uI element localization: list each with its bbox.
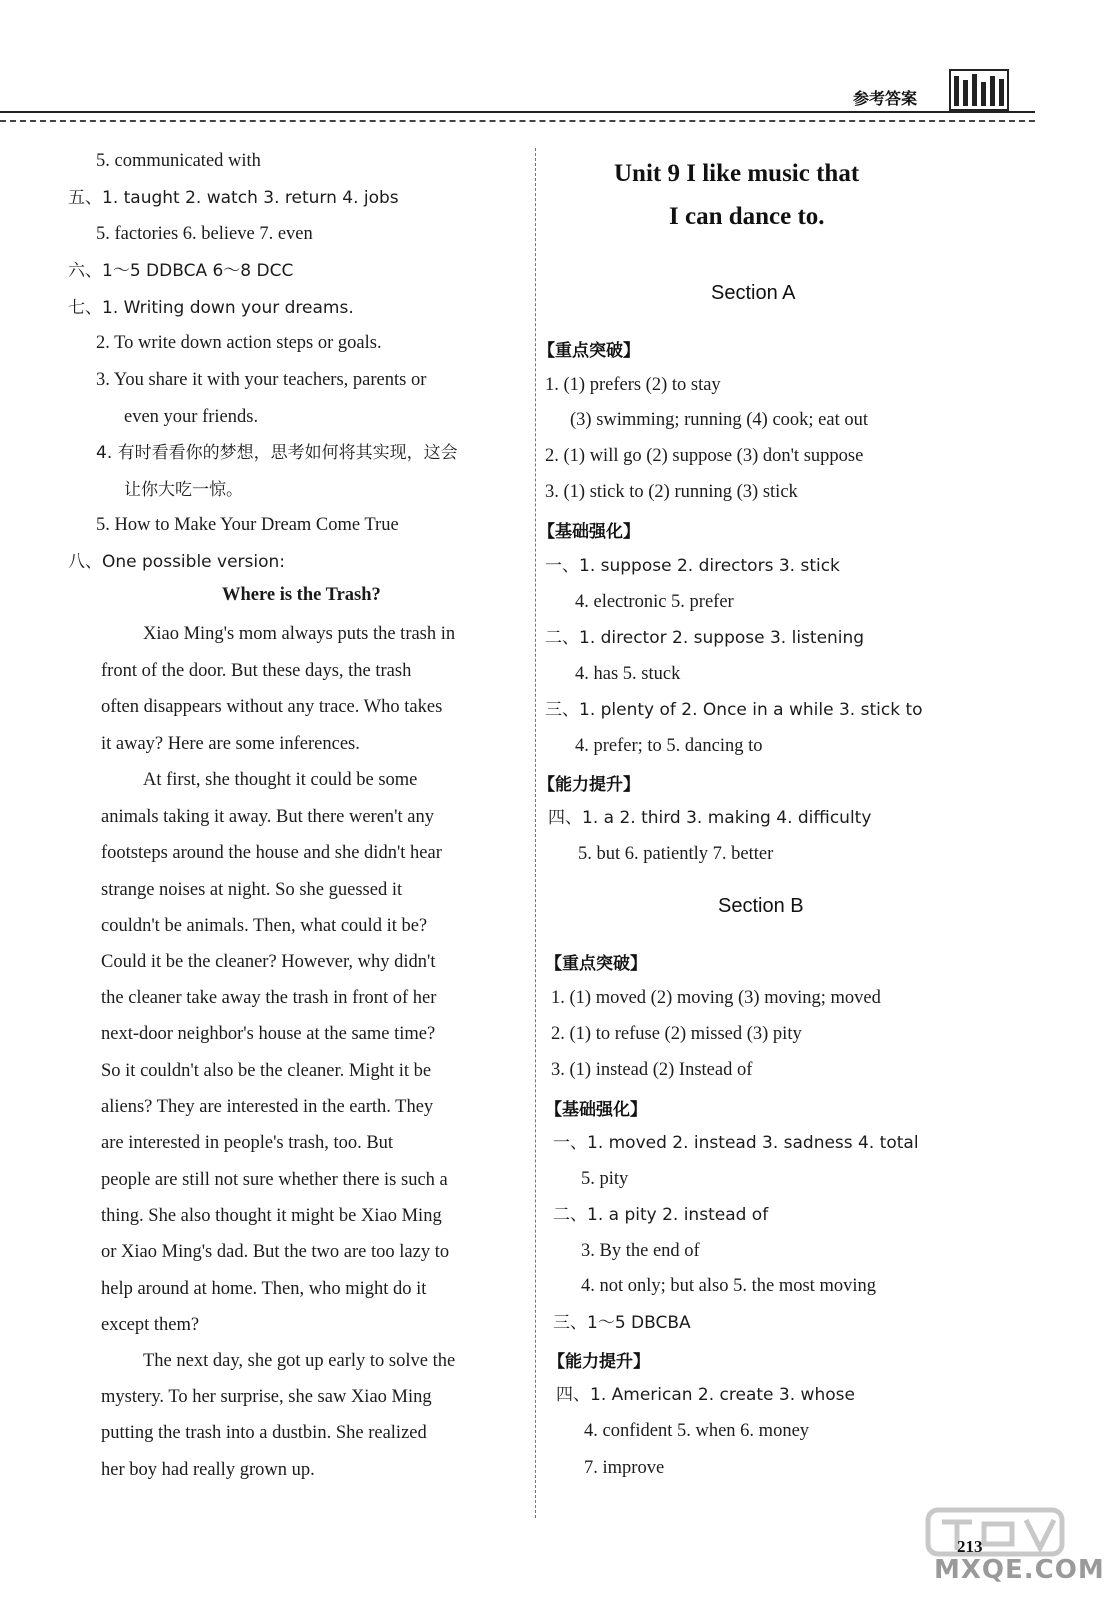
answer-line: 7. improve [584, 1458, 665, 1478]
heading-key-points: 【重点突破】 [545, 954, 647, 974]
left-line: 六、1～5 DDBCA 6～8 DCC [68, 261, 294, 281]
essay-line: aliens? They are interested in the earth. They [101, 1097, 434, 1117]
left-line: 让你大吃一惊。 [124, 480, 243, 500]
left-line: 5. communicated with [96, 151, 261, 171]
essay-line: the cleaner take away the trash in front of her [101, 988, 437, 1008]
section-a-title: Section A [711, 282, 796, 304]
answer-line: 2. (1) will go (2) suppose (3) don't suppose [545, 446, 864, 466]
answer-line: 一、1. moved 2. instead 3. sadness 4. total [553, 1133, 919, 1153]
left-line: 5. factories 6. believe 7. even [96, 224, 313, 244]
answer-line: 2. (1) to refuse (2) missed (3) pity [551, 1024, 802, 1044]
answer-line: 1. (1) prefers (2) to stay [545, 375, 721, 395]
left-line: 3. You share it with your teachers, parents or [96, 370, 427, 390]
left-line: 5. How to Make Your Dream Come True [96, 515, 399, 535]
left-line: 五、1. taught 2. watch 3. return 4. jobs [68, 188, 399, 208]
answer-line: 5. pity [581, 1169, 629, 1189]
essay-line: putting the trash into a dustbin. She realized [101, 1423, 427, 1443]
watermark-text: MXQE.COM [934, 1555, 1105, 1585]
essay-line: her boy had really grown up. [101, 1460, 315, 1480]
section-b-title: Section B [718, 895, 804, 917]
unit-title-line2: I can dance to. [669, 203, 825, 230]
essay-line: Could it be the cleaner? However, why didn't [101, 952, 436, 972]
heading-basic: 【基础强化】 [545, 1100, 647, 1120]
essay-line: So it couldn't also be the cleaner. Might it be [101, 1061, 432, 1081]
answer-line: 4. has 5. stuck [575, 664, 681, 684]
essay-line: animals taking it away. But there weren't any [101, 807, 434, 827]
answer-line: 3. By the end of [581, 1241, 700, 1261]
page-number: 213 [957, 1537, 983, 1556]
essay-line: The next day, she got up early to solve the [143, 1351, 456, 1371]
header-label: 参考答案 [853, 89, 918, 108]
answer-line: 三、1～5 DBCBA [553, 1313, 691, 1333]
answer-line: 三、1. plenty of 2. Once in a while 3. stick to [545, 700, 923, 720]
header-rule [0, 111, 1035, 113]
left-line: 八、One possible version: [68, 552, 286, 572]
answer-line: 4. confident 5. when 6. money [584, 1421, 810, 1441]
answer-line: 二、1. director 2. suppose 3. listening [545, 628, 865, 648]
essay-line: front of the door. But these days, the trash [101, 661, 412, 681]
left-line: 七、1. Writing down your dreams. [68, 298, 354, 318]
unit-title-line1: Unit 9 I like music that [614, 160, 860, 187]
essay-line: footsteps around the house and she didn't hear [101, 843, 442, 863]
essay-line: it away? Here are some inferences. [101, 734, 360, 754]
answer-line: 四、1. American 2. create 3. whose [556, 1385, 855, 1405]
heading-basic: 【基础强化】 [538, 522, 640, 542]
essay-line: or Xiao Ming's dad. But the two are too lazy to [101, 1242, 450, 1262]
essay-line: At first, she thought it could be some [143, 770, 418, 790]
answer-line: 4. prefer; to 5. dancing to [575, 736, 763, 756]
essay-line: are interested in people's trash, too. But [101, 1133, 394, 1153]
answer-line: (3) swimming; running (4) cook; eat out [570, 410, 869, 430]
answer-line: 4. not only; but also 5. the most moving [581, 1276, 876, 1296]
left-line: even your friends. [124, 407, 259, 427]
left-line: 4. 有时看看你的梦想，思考如何将其实现，这会 [96, 443, 458, 463]
answer-line: 一、1. suppose 2. directors 3. stick [545, 556, 840, 576]
heading-ability: 【能力提升】 [538, 775, 640, 795]
answer-line: 四、1. a 2. third 3. making 4. difficulty [548, 808, 872, 828]
answer-line: 3. (1) stick to (2) running (3) stick [545, 482, 798, 502]
essay-line: next-door neighbor's house at the same time? [101, 1024, 436, 1044]
answer-line: 5. but 6. patiently 7. better [578, 844, 774, 864]
essay-line: strange noises at night. So she guessed it [101, 880, 403, 900]
answer-line: 二、1. a pity 2. instead of [553, 1205, 769, 1225]
heading-ability: 【能力提升】 [548, 1352, 650, 1372]
essay-line: often disappears without any trace. Who takes [101, 697, 443, 717]
answer-line: 3. (1) instead (2) Instead of [551, 1060, 753, 1080]
essay-line: thing. She also thought it might be Xiao Ming [101, 1206, 442, 1226]
answer-line: 1. (1) moved (2) moving (3) moving; moved [551, 988, 881, 1008]
heading-key-points: 【重点突破】 [538, 341, 640, 361]
header-decoration-icon [950, 66, 1008, 112]
essay-title: Where is the Trash? [222, 585, 381, 605]
essay-line: mystery. To her surprise, she saw Xiao Ming [101, 1387, 432, 1407]
column-divider [535, 148, 536, 1518]
essay-line: people are still not sure whether there is such a [101, 1170, 448, 1190]
essay-line: help around at home. Then, who might do it [101, 1279, 427, 1299]
answer-line: 4. electronic 5. prefer [575, 592, 734, 612]
left-line: 2. To write down action steps or goals. [96, 333, 382, 353]
essay-line: except them? [101, 1315, 200, 1335]
essay-line: Xiao Ming's mom always puts the trash in [143, 624, 456, 644]
header-dashed-rule [0, 120, 1035, 122]
essay-line: couldn't be animals. Then, what could it be? [101, 916, 428, 936]
